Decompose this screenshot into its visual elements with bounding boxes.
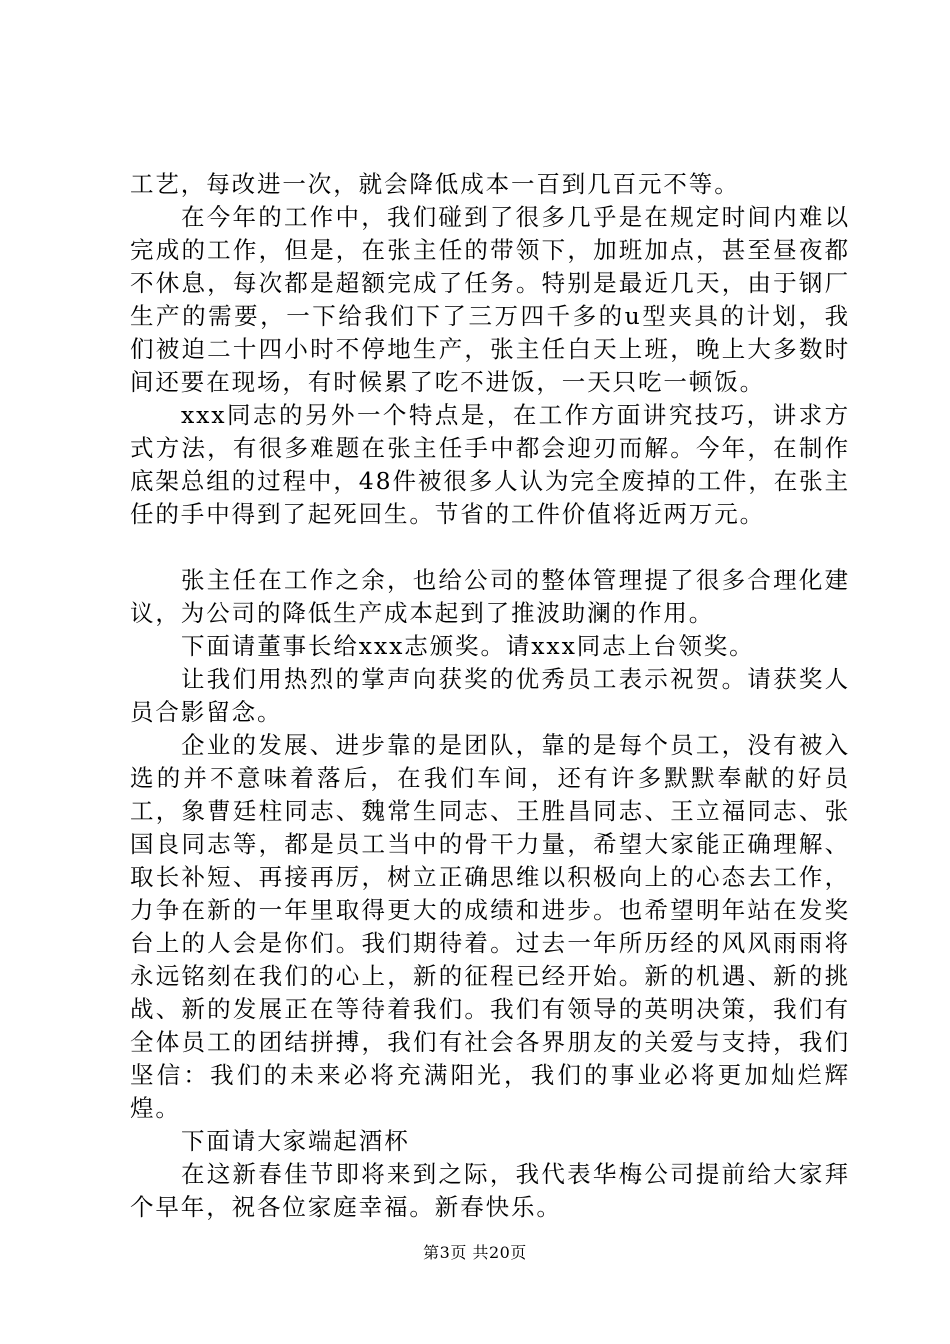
paragraph-new-year-greeting: 在这新春佳节即将来到之际，我代表华梅公司提前给大家拜个早年，祝各位家庭幸福。新春快乐。 [130,1160,850,1221]
paragraph-management-suggestions: 张主任在工作之余，也给公司的整体管理提了很多合理化建议，为公司的降低生产成本起到了推波助澜的作用。 [130,566,850,627]
paragraph-team-development: 企业的发展、进步靠的是团队，靠的是每个员工，没有被入选的并不意味着落后，在我们车间，还有许多默默奉献的好员工，象曹廷柱同志、魏常生同志、王胜昌同志、王立福同志、张国良同志等，都是员工当中的骨干力量，希望大家能正确理解、取长补短、再接再厉，树立正确思维以积极向上的心态去工作，力争在新的一年里取得更大的成绩和进步。也希望明年站在发奖台上的人会是你们。我们期待着。过去一年所历经的风风雨雨将永远铭刻在我们的心上，新的征程已经开始。新的机遇、新的挑战、新的发展正在等待着我们。我们有领导的英明决策，我们有全体员工的团结拼搏，我们有社会各界朋友的关爱与支持，我们坚信：我们的未来必将充满阳光，我们的事业必将更加灿烂辉煌。 [130,731,850,1122]
paragraph-continuation: 工艺，每改进一次，就会降低成本一百到几百元不等。 [130,170,740,198]
paragraph-raise-glasses: 下面请大家端起酒杯 [181,1127,410,1155]
document-body [130,168,850,1224]
paragraph-applause: 让我们用热烈的掌声向获奖的优秀员工表示祝贺。请获奖人员合影留念。 [130,665,850,726]
paragraph-award-presentation: 下面请董事长给xxx志颁奖。请xxx同志上台领奖。 [181,632,755,660]
paragraph-overtime-work: 在今年的工作中，我们碰到了很多几乎是在规定时间内难以完成的工作，但是，在张主任的带领下，加班加点，甚至昼夜都不休息，每次都是超额完成了任务。特别是最近几天，由于钢厂生产的需要，一下给我们下了三万四千多的u型夹具的计划，我们被迫二十四小时不停地生产，张主任白天上班，晚上大多数时间还要在现场，有时候累了吃不进饭，一天只吃一顿饭。 [130,203,850,396]
paragraph-work-skills: xxx同志的另外一个特点是，在工作方面讲究技巧，讲求方式方法，有很多难题在张主任手中都会迎刃而解。今年，在制作底架总组的过程中，48件被很多人认为完全废掉的工件，在张主任的手中得到了起死回生。节省的工件价值将近两万元。 [130,401,850,528]
page-number-footer: 第3页 共20页 [423,1243,527,1262]
